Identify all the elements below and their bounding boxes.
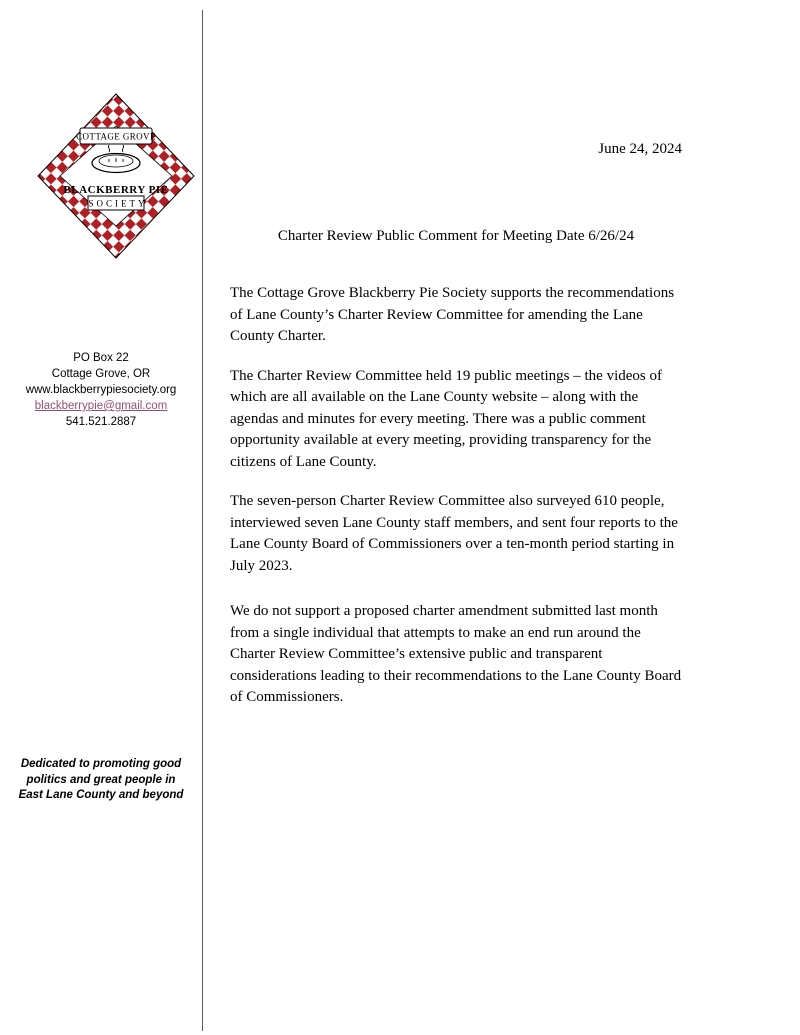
contact-website: www.blackberrypiesociety.org: [25, 384, 177, 396]
logo-banner-text: COTTAGE GROVE: [76, 131, 156, 142]
body-paragraph: The Cottage Grove Blackberry Pie Society supports the recommendations of Lane County’s Charter Review Committee for amending the Lane County Charter.: [230, 285, 675, 344]
body-paragraph: The seven-person Charter Review Committee also surveyed 610 people, interviewed seven Lane County staff members, and sent four reports to the Lane County Board of Commissioners over a ten-month period starting in July 2023.: [230, 493, 678, 574]
letter-body: [230, 0, 682, 1035]
letterhead-divider-line: [202, 10, 203, 1031]
tagline-line: politics and great people in: [26, 773, 176, 786]
contact-phone: 541.521.2887: [65, 416, 137, 428]
letter-paragraphs: [230, 283, 682, 727]
society-logo: [36, 92, 196, 264]
contact-block: [0, 350, 202, 430]
pie-society-logo-icon: [36, 92, 196, 264]
letterhead-sidebar: [0, 0, 202, 1035]
contact-city: Cottage Grove, OR: [51, 368, 151, 380]
email-link[interactable]: blackberrypie@gmail.com: [34, 400, 168, 412]
tagline-line: East Lane County and beyond: [18, 789, 184, 801]
logo-society-text: SOCIETY: [88, 198, 148, 209]
logo-name-text: BLACKBERRY PIE: [63, 184, 169, 196]
body-paragraph: The Charter Review Committee held 19 public meetings – the videos of which are all available on the Lane County website – along with the agendas and minutes for every meeting. There was a public comment opportunity available at every meeting, providing transparency for the citizens of Lane County.: [230, 367, 662, 470]
tagline-line: Dedicated to promoting good: [20, 758, 182, 770]
contact-email-line: [0, 398, 202, 414]
contact-po-box: PO Box 22: [73, 352, 129, 364]
letter-subject: Charter Review Public Comment for Meeting Date 6/26/24: [277, 228, 635, 244]
letter-date: June 24, 2024: [598, 141, 682, 157]
body-paragraph: We do not support a proposed charter amendment submitted last month from a single individual that attempts to make an end run around the Charter Review Committee’s extensive public and transparent considerations leading to their recommendations to the Lane County Board of Commissioners.: [230, 603, 682, 705]
tagline: [0, 757, 202, 804]
